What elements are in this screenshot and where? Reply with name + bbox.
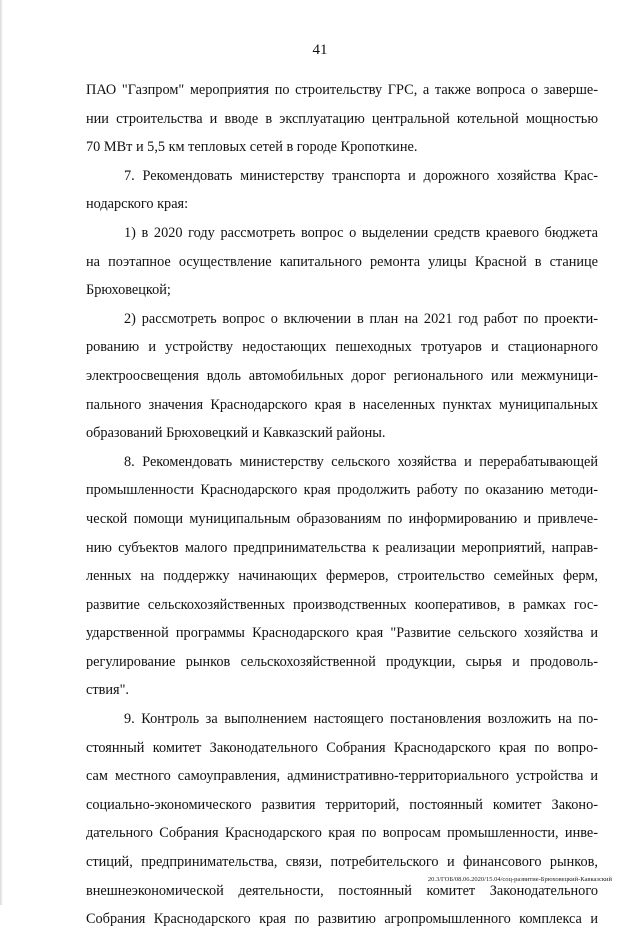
paragraph <box>86 76 598 162</box>
text-line: 2) рассмотреть вопрос о включении в план на 2021 год работ по проекти- <box>124 310 598 327</box>
text-line: внешнеэкономической деятельности, постоянный комитет Законодательного <box>86 882 598 899</box>
footer-reference: 20.3/ГОБ/08.06.2020/15.04/соц-развитие-Брюховецкий-Кавказский <box>427 876 612 883</box>
text-line: дательного Собрания Краснодарского края по вопросам промышленности, инве- <box>86 825 598 842</box>
paragraph <box>86 448 598 705</box>
text-line: 70 МВт и 5,5 км тепловых сетей в городе Кропоткине. <box>86 139 418 156</box>
text-line: 1) в 2020 году рассмотреть вопрос о выделении средств краевого бюджета <box>124 224 598 241</box>
text-line: электроосвещения вдоль автомобильных дорог регионального или межмуници- <box>86 367 598 384</box>
text-line: социально-экономического развития территорий, постоянный комитет Законо- <box>86 796 598 813</box>
paragraph <box>86 305 598 448</box>
text-line: ударственной программы Краснодарского края "Развитие сельского хозяйства и <box>86 625 598 642</box>
text-line: нодарского края: <box>86 196 189 213</box>
paragraph <box>86 705 598 934</box>
text-line: рованию и устройству недостающих пешеходных тротуаров и стационарного <box>86 339 598 356</box>
text-line: Собрания Краснодарского края по развитию агропромышленного комплекса и <box>86 911 598 928</box>
page-number: 41 <box>312 42 328 58</box>
text-line: пального значения Краснодарского края в населенных пунктах муниципальных <box>86 396 598 413</box>
text-line: нию субъектов малого предпринимательства к реализации мероприятий, направ- <box>86 539 598 556</box>
text-line: на поэтапное осуществление капитального ремонта улицы Красной в станице <box>86 253 598 270</box>
text-line: образований Брюховецкий и Кавказский районы. <box>86 425 386 442</box>
paragraph <box>86 219 598 305</box>
text-line: нии строительства и вводе в эксплуатацию центральной котельной мощностью <box>86 110 598 127</box>
scan-edge-shadow <box>0 0 3 905</box>
text-line: ленных на поддержку начинающих фермеров, строительство семейных ферм, <box>86 568 598 585</box>
text-line: 9. Контроль за выполнением настоящего постановления возложить на по- <box>124 711 598 728</box>
text-line: регулирование рынков сельскохозяйственной продукции, сырья и продоволь- <box>86 653 598 670</box>
text-line: сам местного самоуправления, административно-территориального устройства и <box>86 768 598 785</box>
text-line: стоянный комитет Законодательного Собрания Краснодарского края по вопро- <box>86 739 598 756</box>
text-line: ствия". <box>86 682 129 699</box>
text-line: промышленности Краснодарского края продолжить работу по оказанию методи- <box>86 482 598 499</box>
text-line: 8. Рекомендовать министерству сельского хозяйства и перерабатывающей <box>124 453 598 470</box>
text-line: ческой помощи муниципальным образованиям по информированию и привлече- <box>86 510 598 527</box>
text-line: развитие сельскохозяйственных производственных кооперативов, в рамках гос- <box>86 596 598 613</box>
paragraph <box>86 162 598 219</box>
text-line: Брюховецкой; <box>86 282 171 299</box>
text-line: ПАО "Газпром" мероприятия по строительству ГРС, а также вопроса о заверше- <box>86 82 598 98</box>
text-line: 7. Рекомендовать министерству транспорта и дорожного хозяйства Крас- <box>124 167 598 184</box>
document-body <box>86 76 598 934</box>
text-line: стиций, предпринимательства, связи, потребительского и финансового рынков, <box>86 854 598 871</box>
